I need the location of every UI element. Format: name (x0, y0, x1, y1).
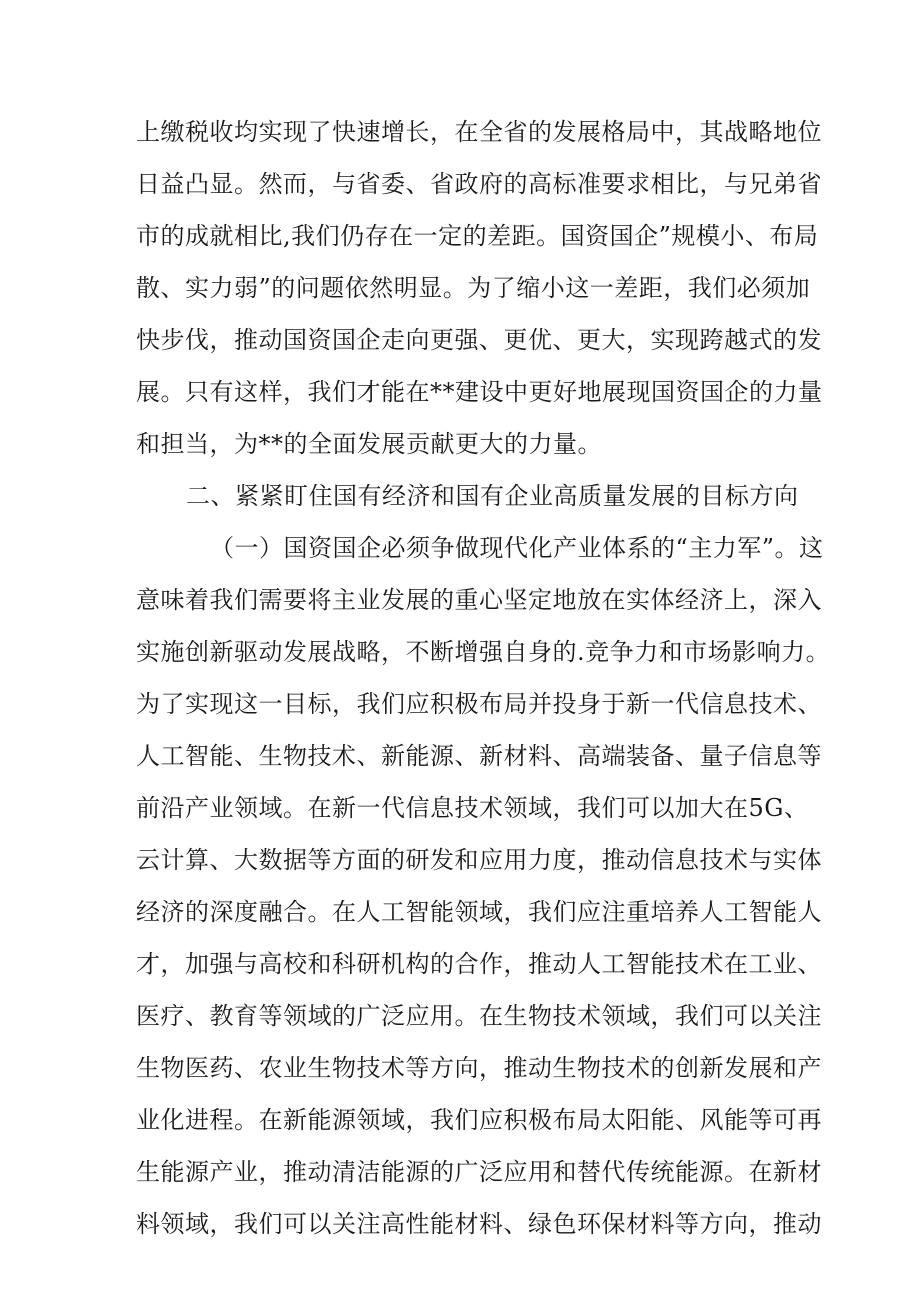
paragraph-1-line: 市的成就相比,我们仍存在一定的差距。国资国企”规模小、布局 (136, 222, 819, 250)
paragraph-2-line: （一）国资国企必须争做现代化产业体系的“主力军”。这 (210, 534, 824, 562)
paragraph-2-line: 人工智能、生物技术、新能源、新材料、高端装备、量子信息等 (136, 742, 822, 770)
paragraph-1-line: 上缴税收均实现了快速增长，在全省的发展格局中，其战略地位 (136, 118, 822, 146)
paragraph-1-line: 快步伐，推动国资国企走向更强、更优、更大，实现跨越式的发 (136, 326, 822, 354)
paragraph-2-line: 经济的深度融合。在人工智能领域，我们应注重培养人工智能人 (136, 898, 822, 926)
paragraph-2-line: 云计算、大数据等方面的研发和应用力度，推动信息技术与实体 (136, 846, 822, 874)
paragraph-2-line: 业化进程。在新能源领域，我们应积极布局太阳能、风能等可再 (136, 1106, 822, 1134)
paragraph-1-line: 和担当，为**的全面发展贡献更大的力量。 (136, 430, 602, 458)
paragraph-2-line: 实施创新驱动发展战略，不断增强自身的.竞争力和市场影响力。 (136, 638, 831, 666)
paragraph-2-line: 料领域，我们可以关注高性能材料、绿色环保材料等方向，推动 (136, 1210, 822, 1238)
paragraph-2-line: 生能源产业，推动清洁能源的广泛应用和替代传统能源。在新材 (136, 1158, 822, 1186)
paragraph-2-line: 生物医药、农业生物技术等方向，推动生物技术的创新发展和产 (136, 1054, 822, 1082)
paragraph-2-line: 才，加强与高校和科研机构的合作，推动人工智能技术在工业、 (136, 950, 822, 978)
paragraph-2-line: 意味着我们需要将主业发展的重心坚定地放在实体经济上，深入 (136, 586, 822, 614)
paragraph-2-line: 医疗、教育等领域的广泛应用。在生物技术领域，我们可以关注 (136, 1002, 822, 1030)
paragraph-1-line: 散、实力弱”的问题依然明显。为了缩小这一差距，我们必须加 (136, 274, 811, 302)
section-heading: 二、紧紧盯住国有经济和国有企业高质量发展的目标方向 (186, 482, 799, 510)
paragraph-2-line: 为了实现这一目标，我们应积极布局并投身于新一代信息技术、 (136, 690, 822, 718)
paragraph-1-line: 展。只有这样，我们才能在**建设中更好地展现国资国企的力量 (136, 378, 823, 406)
paragraph-1-line: 日益凸显。然而，与省委、省政府的高标准要求相比，与兄弟省 (136, 170, 822, 198)
paragraph-2-line: 前沿产业领域。在新一代信息技术领域，我们可以加大在5G、 (136, 794, 809, 822)
